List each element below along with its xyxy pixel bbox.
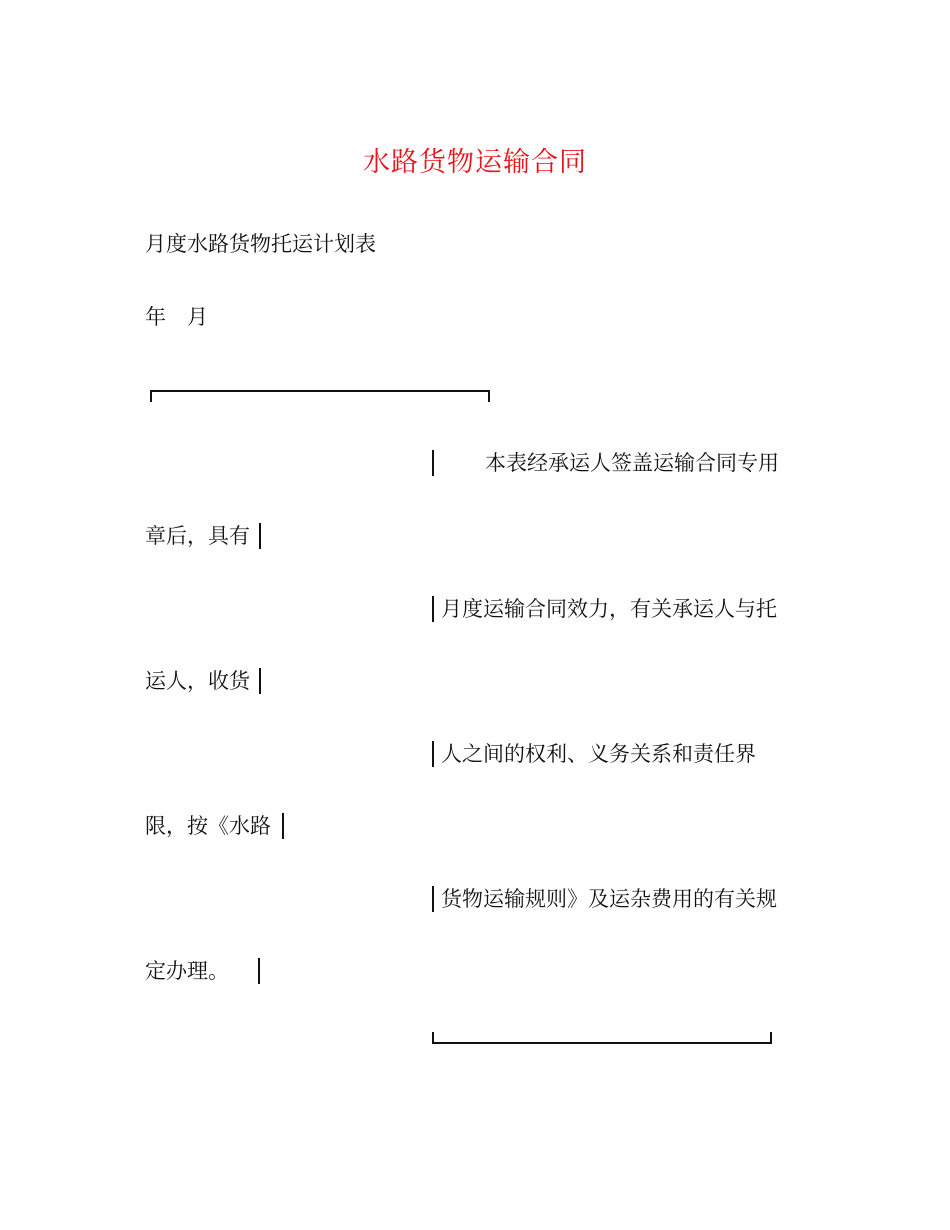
box-right-rule <box>259 668 261 694</box>
box-right-rule <box>259 523 261 549</box>
form-subtitle: 月度水路货物托运计划表 <box>145 232 376 256</box>
note-line-5: 人之间的权利、义务关系和责任界 <box>441 742 756 766</box>
note-line-8: 定办理。 <box>145 959 229 983</box>
box-left-rule <box>432 741 434 767</box>
note-line-1: 本表经承运人签盖运输合同专用 <box>485 451 779 475</box>
note-line-3: 月度运输合同效力，有关承运人与托 <box>441 597 777 621</box>
box-left-rule <box>432 450 434 476</box>
box-left-rule <box>432 886 434 912</box>
note-line-4: 运人，收货 <box>145 669 250 693</box>
box-right-rule <box>282 813 284 839</box>
box-right-rule <box>258 958 260 984</box>
note-line-7: 货物运输规则》及运杂费用的有关规 <box>441 887 777 911</box>
document-title: 水路货物运输合同 <box>363 147 587 178</box>
box-left-rule <box>432 596 434 622</box>
note-line-2: 章后，具有 <box>145 524 250 548</box>
year-month-label: 年 月 <box>145 305 208 329</box>
note-line-6: 限，按《水路 <box>145 814 271 838</box>
